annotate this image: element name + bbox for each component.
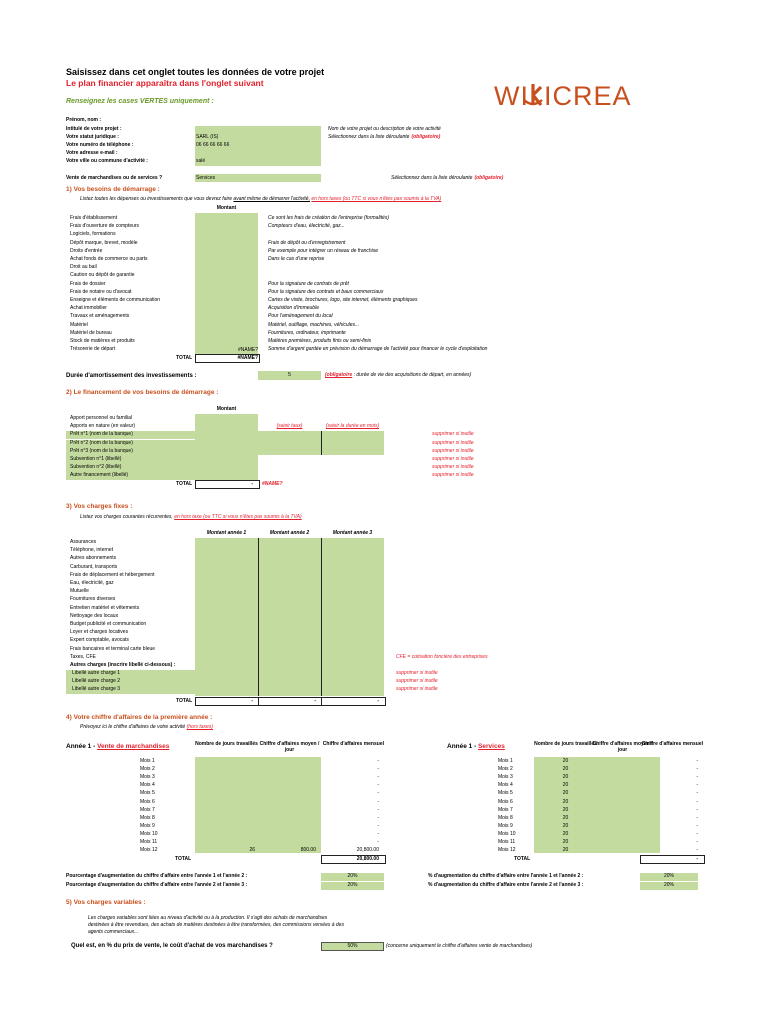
s4-left-month: Mois 2 (140, 766, 155, 773)
identity-input[interactable] (195, 126, 321, 134)
s4-left-month: Mois 12 (140, 847, 158, 854)
identity-label: Prénom, nom : (66, 117, 102, 123)
section-1-intro (80, 197, 441, 202)
s4-right-title (447, 744, 505, 751)
s4-right-title-text: Année 1 - (447, 743, 477, 750)
s4-right-monthly: - (696, 774, 698, 781)
s3-delete-hint[interactable]: supprimer si inutile (396, 678, 438, 685)
s3-row-label: Assurances (70, 539, 97, 545)
s1-row-hint: Ce sont les frais de création de l'entreprise (formalités) (268, 215, 390, 221)
s5-intro-line: Les charges variables sont liées au niveau d'activité ou à la production. Il s'agit des achats de marchandises (88, 915, 328, 921)
s2-row-label: Prêt n°2 (nom de la banque) (70, 439, 133, 446)
s1-row-hint: Fournitures, ordinateur, imprimante (268, 329, 346, 336)
section-3-title: 3) Vos charges fixes : (66, 503, 133, 510)
s3-row-label: Taxes, CFE (70, 653, 96, 660)
s1-row-hint: Matériel, outillage, machines, véhicules... (268, 321, 360, 328)
s5-intro-line: agents commerciaux... (88, 929, 139, 935)
s2-total-label: TOTAL (176, 481, 193, 487)
amort-value: 5 (288, 372, 291, 378)
s1-row-label: Matériel (70, 321, 88, 328)
s1-row-hint: Frais de dépôt ou d'enregistrement (268, 239, 346, 246)
s4-left-green[interactable] (195, 757, 321, 853)
s3-total-value: - (377, 698, 379, 704)
s4-right-days: 20 (562, 822, 569, 829)
amort-hint-text: : durée de vie des acquisitions de départ, en années) (353, 372, 472, 378)
sales-type-value: Services (196, 175, 216, 181)
s4-right-month: Mois 2 (498, 766, 513, 773)
s3-row-label: Mutuelle (70, 588, 89, 595)
s1-col-montant: Montant (216, 205, 237, 211)
s4-left-title (66, 744, 169, 751)
s3-delete-hint[interactable]: supprimer si inutile (396, 670, 438, 676)
s1-row-label: Trésorerie de départ (70, 346, 116, 353)
section-5-title: 5) Vos charges variables : (66, 899, 146, 906)
s4-left-monthly: - (377, 774, 379, 781)
page-subtitle: Le plan financier apparaîtra dans l'onglet suivant (66, 78, 264, 88)
s2-row-label: Apport personnel ou familial (70, 415, 132, 421)
s3-row-label: Entretien matériel et vêtements (70, 604, 140, 611)
s1-row-label: Logiciels, formations (70, 231, 116, 238)
s4-right-month: Mois 3 (498, 774, 513, 781)
s1-row-label: Droits d'entrée (70, 247, 103, 254)
s3-row-label: Carburant, transports (70, 563, 118, 570)
s3-row-label: Nettoyage des locaux (70, 612, 119, 619)
s3-cfe-hint: CFE = cotisation foncière des entreprises (396, 654, 488, 660)
s4-right-monthly: - (696, 830, 698, 837)
s5-value: 50% (347, 943, 358, 949)
s4-intro-text: Prévoyez ici le chiffre d'affaires de votre activité (80, 724, 186, 730)
s2-delete-hint[interactable]: supprimer si inutile (432, 439, 474, 446)
sales-type-hint-red: (obligatoire) (474, 175, 504, 181)
s4-left-month: Mois 7 (140, 806, 155, 813)
s3-divider-1 (258, 538, 259, 696)
s3-other-row-label: Libellé autre charge 3 (72, 686, 121, 693)
s4-left-col-header: Chiffre d'affaires moyen / jour (259, 741, 320, 753)
s4-left-monthly: - (377, 766, 379, 773)
growth-left-value: 20% (347, 881, 358, 888)
s2-row-label: Subvention n°1 (libellé) (70, 456, 122, 462)
s3-total-label: TOTAL (176, 698, 193, 704)
s3-row-label: Budget publicité et communication (70, 621, 147, 627)
s4-right-monthly: - (696, 798, 698, 805)
identity-hint-text: Nom de votre projet ou description de votre activité (328, 126, 441, 132)
identity-input[interactable] (195, 150, 321, 158)
s1-row-label: Enseigne et éléments de communication (70, 297, 161, 303)
s4-right-total-label: TOTAL (514, 856, 531, 862)
s4-right-month: Mois 12 (498, 847, 516, 854)
s4-intro-red: (hors taxes) (186, 724, 213, 730)
s3-other-row-label: Libellé autre charge 1 (72, 670, 121, 676)
s3-other-row-label: Libellé autre charge 2 (72, 678, 121, 685)
amort-hint-red: (obligatoire (325, 372, 353, 378)
s4-right-monthly: - (696, 814, 698, 821)
s1-row-label: Travaux et aménagements (70, 313, 130, 320)
s2-delete-hint[interactable]: supprimer si inutile (432, 464, 474, 471)
s3-col-header: Montant année 2 (269, 530, 310, 536)
s4-right-days: 20 (562, 830, 569, 837)
s4-left-month: Mois 10 (140, 830, 158, 837)
s4-left-avg-m12: 800.00 (300, 847, 316, 854)
svg-text:WI: WI (494, 81, 529, 109)
s1-intro-red: en hors taxes (ou TTC si vous n'êtes pas soumis à la TVA) (311, 196, 442, 202)
s4-left-month: Mois 6 (140, 798, 155, 805)
s4-right-days: 20 (562, 790, 569, 797)
s4-right-col-header: Chiffre d'affaires moyen / jour (592, 741, 653, 753)
s4-left-month: Mois 11 (140, 839, 158, 845)
amort-hint (325, 373, 471, 378)
amort-label: Durée d'amortissement des investissements : (66, 373, 197, 379)
s4-left-col-header: Nombre de jours travaillés (195, 741, 258, 747)
identity-value: SARL (IS) (196, 134, 219, 140)
s4-left-title-link[interactable]: Vente de marchandises (97, 743, 170, 750)
growth-right-value: 20% (663, 881, 674, 888)
section-2-title: 2) Le financement de vos besoins de démarrage : (66, 389, 219, 396)
s4-right-days: 20 (562, 814, 569, 821)
s4-right-monthly: - (696, 847, 698, 854)
s3-intro-text: Listez vos charges courantes récurrentes, (80, 514, 173, 520)
s3-delete-hint[interactable]: supprimer si inutile (396, 686, 438, 693)
s4-left-monthly: - (377, 806, 379, 813)
s2-rate-header: (saisir taux) (276, 423, 303, 429)
s1-row-hint: Pour la signature de contrats de prêt (268, 280, 349, 287)
s1-row-label: Achat immobilier (70, 305, 107, 312)
identity-value: salé (196, 158, 206, 164)
s4-left-month: Mois 9 (140, 822, 155, 829)
s4-right-col-header: Nombre de jours travaillés (534, 741, 597, 747)
svg-text:ICREA: ICREA (544, 81, 632, 109)
s1-row-label: Droit au bail (70, 264, 97, 271)
s4-left-month: Mois 1 (140, 758, 155, 764)
sales-type-label: Vente de marchandises ou de services ? (66, 175, 163, 181)
s1-row-label: Caution ou dépôt de garantie (70, 272, 135, 279)
s3-row-label: Autres abonnements (70, 555, 117, 562)
section-3-intro (80, 515, 302, 520)
s1-row-label: Frais de notaire ou d'avocat (70, 288, 132, 295)
s4-right-col-header: Chiffre d'affaires mensuel (641, 741, 703, 747)
identity-hint (328, 135, 440, 140)
s3-row-label: Expert comptable, avocats (70, 637, 129, 644)
identity-label: Votre statut juridique : (66, 134, 119, 140)
s4-left-monthly: 20,800.00 (356, 847, 379, 854)
s1-row-hint: Matières premières, produits finis ou semi-finis (268, 338, 372, 344)
growth-left-label: Pourcentage d'augmentation du chiffre d'affaire entre l'année 2 et l'année 3 : (66, 881, 248, 888)
logo-image (494, 81, 639, 109)
s2-delete-hint[interactable]: supprimer si inutile (432, 472, 474, 479)
s1-total-value: #NAME? (237, 355, 258, 361)
growth-left-value: 20% (347, 873, 358, 879)
green-cells-instruction: Renseignez les cases VERTES uniquement : (66, 98, 214, 105)
s4-right-month: Mois 10 (498, 830, 516, 837)
section-4-intro (80, 725, 213, 730)
identity-value: 06 66 66 66 66 (196, 142, 230, 148)
s4-left-total-label: TOTAL (175, 856, 192, 862)
s3-total-value: - (314, 698, 316, 704)
identity-hint-red: (obligatoire) (411, 134, 441, 140)
s4-left-monthly: - (377, 839, 379, 845)
s3-row-label: Frais bancaires et terminal carte bleue (70, 645, 156, 652)
identity-hint-text: Sélectionnez dans la liste déroulante (328, 134, 410, 140)
s4-right-days: 20 (562, 782, 569, 789)
s4-left-monthly: - (377, 758, 379, 764)
s1-row-hint: Compteurs d'eau, électricité, gaz... (268, 223, 345, 230)
s3-col-header: Montant année 3 (332, 530, 373, 536)
s1-intro-text: Listez toutes les dépenses ou investissements que vous devrez faire (80, 196, 233, 202)
s4-left-monthly: - (377, 830, 379, 837)
s2-row-label: Prêt n°1 (nom de la banque) (70, 431, 133, 438)
s4-left-days-m12: 26 (249, 847, 255, 854)
s4-left-col-header: Chiffre d'affaires mensuel (322, 741, 384, 747)
s2-delete-hint[interactable]: supprimer si inutile (432, 447, 474, 454)
s1-row-hint: Pour la signature des contrats et baux commerciaux (268, 288, 384, 295)
s2-row-label: Apports en nature (en valeur) (70, 423, 136, 430)
growth-left-label: Pourcentage d'augmentation du chiffre d'affaire entre l'année 1 et l'année 2 : (66, 873, 248, 879)
section-4-title: 4) Votre chiffre d'affaires de la première année : (66, 714, 213, 721)
s1-row-hint: Dans le cas d'une reprise (268, 256, 325, 262)
s3-row-label: Eau, électricité, gaz (70, 580, 114, 586)
s2-delete-hint[interactable]: supprimer si inutile (432, 431, 474, 438)
s4-right-days: 20 (562, 806, 569, 813)
s4-right-month: Mois 4 (498, 782, 513, 789)
s2-divider (321, 431, 322, 455)
s4-right-total: - (696, 856, 698, 862)
s4-right-monthly: - (696, 758, 698, 764)
identity-label: Intitulé de votre projet : (66, 126, 122, 132)
growth-right-label: % d'augmentation du chiffre d'affaire entre l'année 2 et l'année 3 : (428, 881, 584, 888)
s1-row-hint: Somme d'argent gardée en prévision du démarrage de l'activité pour financer le cycle d'exploitation (268, 346, 488, 353)
s4-right-days: 20 (562, 758, 569, 764)
s1-total-label: TOTAL (176, 355, 193, 361)
s4-right-monthly: - (696, 839, 698, 845)
section-1-title: 1) Vos besoins de démarrage : (66, 186, 160, 193)
s4-right-title-link[interactable]: Services (478, 743, 505, 750)
s1-row-label: Frais d'ouverture de compteurs (70, 223, 140, 230)
s1-intro-underline: avant même de démarrer l'activité, (233, 196, 310, 202)
s1-row-hint: Par exemple pour intégrer un réseau de franchise (268, 247, 379, 254)
s4-right-month: Mois 5 (498, 790, 513, 797)
s4-right-monthly: - (696, 766, 698, 773)
s4-left-total: 20,800.00 (356, 856, 379, 862)
s1-row-label: Dépôt marque, brevet, modèle (70, 239, 138, 246)
s4-right-month: Mois 8 (498, 814, 513, 821)
s4-right-month: Mois 6 (498, 798, 513, 805)
identity-hint (328, 127, 441, 132)
s2-row-label: Autre financement (libellé) (70, 472, 129, 479)
s4-right-month: Mois 7 (498, 806, 513, 813)
s3-intro-red: en hors taxe (ou TTC si vous n'êtes pas soumis à la TVA) (174, 514, 302, 520)
s4-left-monthly: - (377, 814, 379, 821)
s4-left-month: Mois 5 (140, 790, 155, 797)
s2-total-value: - (251, 481, 253, 487)
s2-row-label: Prêt n°3 (nom de la banque) (70, 447, 133, 454)
s4-right-days: 20 (562, 839, 569, 845)
s4-right-days: 20 (562, 798, 569, 805)
s3-total-value: - (251, 698, 253, 704)
s1-row-hint: Acquisition d'immeuble (268, 305, 319, 312)
s5-intro-line: destinées à être revendues, des achats de matières destinées à être transformées, des commissions versées à des (88, 922, 344, 928)
s4-left-monthly: - (377, 782, 379, 789)
s4-left-title-text: Année 1 - (66, 743, 96, 750)
s5-question: Quel est, en % du prix de vente, le coût d'achat de vos marchandises ? (71, 943, 273, 949)
s3-row-label: Frais de déplacement et hébergement (70, 571, 155, 578)
s3-green-grid[interactable] (195, 538, 384, 696)
sales-type-hint-text: Sélectionnez dans la liste déroulante (391, 175, 473, 181)
s1-row-label: Stock de matières et produits (70, 338, 135, 344)
s3-other-label: Autres charges (inscrire libellé ci-dessous) : (70, 662, 176, 668)
s4-left-monthly: - (377, 790, 379, 797)
s3-row-label: Fournitures diverses (70, 596, 116, 603)
s2-total-note: #NAME? (262, 481, 283, 487)
s1-treso-value: #NAME? (237, 347, 258, 353)
s4-left-monthly: - (377, 798, 379, 805)
s4-right-days: 20 (562, 774, 569, 781)
s4-right-days: 20 (562, 766, 569, 773)
sales-type-hint (391, 176, 503, 181)
wikicrea-logo (494, 81, 639, 113)
s4-left-month: Mois 8 (140, 814, 155, 821)
s4-left-month: Mois 4 (140, 782, 155, 789)
page-title: Saisissez dans cet onglet toutes les données de votre projet (66, 67, 325, 77)
s2-duration-header: (saisir la durée en mois) (325, 423, 380, 429)
identity-label: Votre numéro de téléphone : (66, 142, 134, 148)
s4-left-month: Mois 3 (140, 774, 155, 781)
s2-delete-hint[interactable]: supprimer si inutile (432, 456, 474, 462)
s4-right-monthly: - (696, 790, 698, 797)
growth-right-value: 20% (663, 873, 674, 879)
s4-right-days: 20 (562, 847, 569, 854)
s1-row-hint: Pour l'aménagement du local (268, 313, 333, 320)
s4-right-monthly: - (696, 782, 698, 789)
s4-right-month: Mois 11 (498, 839, 516, 845)
s1-green-column[interactable] (195, 213, 258, 355)
s2-col-montant: Montant (216, 406, 237, 412)
s4-right-month: Mois 1 (498, 758, 513, 764)
s4-right-month: Mois 9 (498, 822, 513, 829)
identity-label: Votre ville ou commune d'activité : (66, 158, 148, 164)
growth-right-label: % d'augmentation du chiffre d'affaire entre l'année 1 et l'année 2 : (428, 873, 584, 879)
s3-col-header: Montant année 1 (206, 530, 247, 536)
s2-row-label: Subvention n°2 (libellé) (70, 464, 122, 471)
s4-right-monthly: - (696, 822, 698, 829)
s3-divider-2 (321, 538, 322, 696)
identity-label: Votre adresse e-mail : (66, 150, 118, 156)
s4-left-monthly: - (377, 822, 379, 829)
s3-row-label: Loyer et charges locatives (70, 629, 129, 636)
s1-row-label: Achat fonds de commerce ou parts (70, 256, 148, 262)
s5-hint: (concerne uniquement le chiffre d'affaires vente de marchandises) (386, 943, 533, 949)
s1-row-hint: Cartes de visite, brochures, logo, site internet, éléments graphiques (268, 297, 418, 303)
s1-row-label: Frais de dossier (70, 280, 106, 287)
s4-right-monthly: - (696, 806, 698, 813)
identity-input[interactable] (195, 158, 321, 166)
s1-row-label: Frais d'établissement (70, 215, 118, 221)
s1-row-label: Matériel de bureau (70, 329, 112, 336)
s3-row-label: Téléphone, internet (70, 547, 114, 554)
s2-amount-column[interactable] (195, 414, 258, 480)
